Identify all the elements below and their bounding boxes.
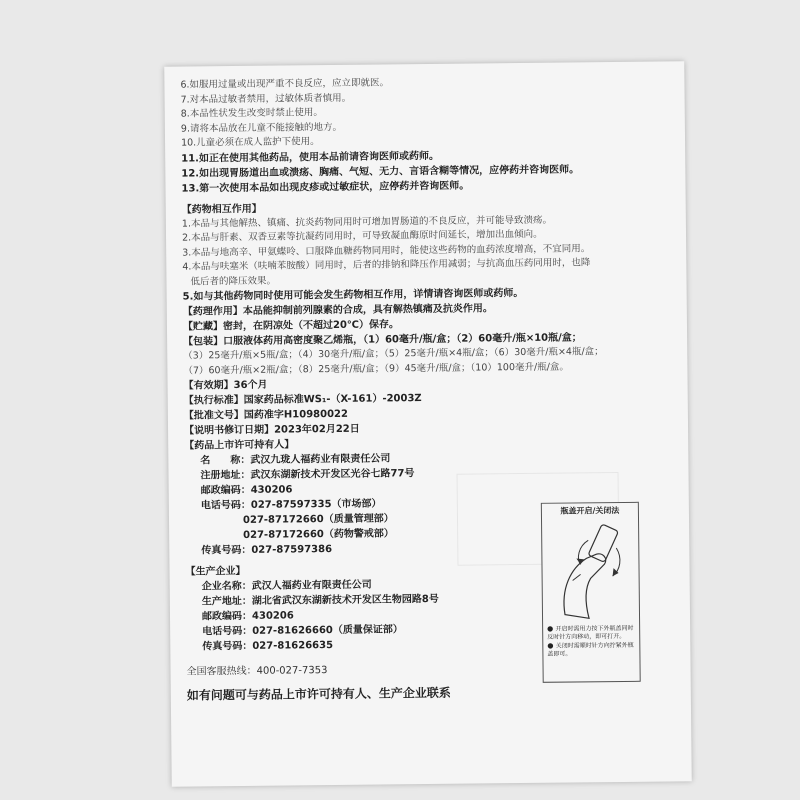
mah-address: 注册地址：武汉东湖新技术开发区光谷七路77号 bbox=[200, 468, 415, 482]
manufacturer-name: 企业名称：武汉人福药业有限责任公司 bbox=[201, 579, 372, 593]
mah-heading: 【药品上市许可持有人】 bbox=[184, 439, 295, 452]
interaction-1: 1.本品与其他解热、镇痛、抗炎药物同用时可增加胃肠道的不良反应，并可能导致溃疡。 bbox=[181, 214, 553, 230]
precaution-11: 11.如正在使用其他药品，使用本品前请咨询医师或药师。 bbox=[181, 150, 439, 165]
manufacturer-fax: 传真号码：027-81626635 bbox=[202, 640, 334, 653]
package-line-2: （3）25毫升/瓶×5瓶/盒；（4）30毫升/瓶/盒；（5）25毫升/瓶×4瓶/盒；（6）30毫升/瓶×4瓶/盒； bbox=[183, 346, 604, 362]
leaflet-sheet bbox=[164, 61, 692, 786]
cap-close-note: ● 关闭时需顺时针方向拧紧外瓶盖即可。 bbox=[547, 641, 634, 658]
mah-postcode: 邮政编码：430206 bbox=[200, 484, 293, 497]
interaction-4-cont: 低后者的降压效果。 bbox=[190, 275, 277, 287]
precaution-6: 6.如服用过量或出现严重不良反应，应立即就医。 bbox=[180, 77, 390, 91]
contact-note: 如有问题可与药品上市许可持有人、生产企业联系 bbox=[186, 685, 451, 703]
pharmacology: 【药理作用】本品能抑制前列腺素的合成，具有解热镇痛及抗炎作用。 bbox=[182, 303, 493, 318]
standard: 【执行标准】国家药品标准WS₁-（X-161）-2003Z bbox=[183, 393, 422, 407]
precaution-8: 8.本品性状发生改变时禁止使用。 bbox=[180, 107, 323, 120]
interaction-4: 4.本品与呋塞米（呋喃苯胺酸）同用时，后者的排钠和降压作用减弱；与抗高血压药同用时，也降 bbox=[182, 257, 591, 273]
mah-phone-1: 电话号码：027-87597335（市场部） bbox=[200, 498, 382, 512]
manufacturer-postcode: 邮政编码：430206 bbox=[201, 610, 294, 623]
mah-fax: 传真号码：027-87597386 bbox=[201, 544, 333, 557]
cap-open-text: 开启时需用力按下外瓶盖同时反时针方向移动，即可打开。 bbox=[547, 624, 634, 641]
interaction-5: 5.如与其他药物同时使用可能会发生药物相互作用，详情请咨询医师或药师。 bbox=[182, 287, 524, 303]
precaution-13: 13.第一次使用本品如出现皮疹或过敏症状，应停药并咨询医师。 bbox=[181, 180, 470, 195]
manufacturer-phone: 电话号码：027-81626660（质量保证部） bbox=[202, 624, 403, 638]
precaution-9: 9.请将本品放在儿童不能接触的地方。 bbox=[180, 121, 343, 135]
revision-date: 【说明书修订日期】2023年02月22日 bbox=[184, 423, 360, 437]
mah-phone-3: 027-87172660（药物警戒部） bbox=[243, 528, 394, 541]
approval-number: 【批准文号】国药准字H10980022 bbox=[183, 408, 348, 422]
storage: 【贮藏】密封，在阴凉处（不超过20℃）保存。 bbox=[182, 319, 400, 333]
manufacturer-heading: 【生产企业】 bbox=[185, 565, 246, 578]
mah-phone-2: 027-87172660（质量管理部） bbox=[242, 513, 394, 526]
precaution-7: 7.对本品过敏者禁用，过敏体质者慎用。 bbox=[180, 92, 352, 106]
cap-close-text: 关闭时需顺时针方向拧紧外瓶盖即可。 bbox=[547, 641, 634, 658]
cap-instruction-diagram bbox=[541, 502, 641, 683]
interaction-2: 2.本品与肝素、双香豆素等抗凝药同用时，可导致凝血酶原时间延长，增加出血倾向。 bbox=[181, 228, 543, 244]
cap-diagram-title: 瓶盖开启/关闭法 bbox=[560, 506, 620, 516]
package-line-3: （7）60毫升/瓶×2瓶/盒；（8）25毫升/瓶/盒；（9）45毫升/瓶/盒；（10）100毫升/瓶/盒。 bbox=[183, 361, 569, 377]
manufacturer-address: 生产地址：湖北省武汉东湖新技术开发区生物园路8号 bbox=[201, 593, 439, 608]
package-line-1: 【包装】口服液体药用高密度聚乙烯瓶，（1）60毫升/瓶/盒；（2）60毫升/瓶×10瓶/盒； bbox=[183, 332, 582, 348]
precaution-10: 10.儿童必须在成人监护下使用。 bbox=[180, 136, 320, 149]
cap-open-note: ● 开启时需用力按下外瓶盖同时反时针方向移动，即可打开。 bbox=[547, 624, 634, 641]
cap-hand-illustration bbox=[550, 518, 631, 623]
validity: 【有效期】36个月 bbox=[183, 379, 268, 392]
precaution-12: 12.如出现胃肠道出血或溃疡、胸痛、气短、无力、言语含糊等情况，应停药并咨询医师。 bbox=[181, 163, 580, 180]
service-hotline: 全国客服热线：400-027-7353 bbox=[186, 665, 328, 678]
mah-name: 名 称：武汉九珑人福药业有限责任公司 bbox=[200, 453, 391, 467]
interaction-3: 3.本品与地高辛、甲氨蝶呤、口服降血糖药物同用时，能使这些药物的血药浓度增高，不宜同用。 bbox=[182, 242, 591, 259]
interactions-heading: 【药物相互作用】 bbox=[181, 203, 262, 216]
